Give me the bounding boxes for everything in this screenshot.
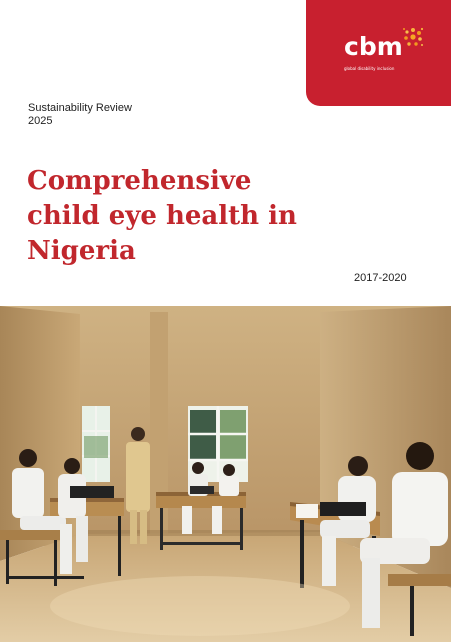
- review-label: [28, 102, 132, 128]
- logo-wordmark: cbm: [344, 32, 403, 61]
- title-line-2: child eye health in: [27, 201, 297, 231]
- cover-photo: [0, 306, 451, 642]
- logo-dots-icon: [402, 26, 424, 48]
- title-line-1: Comprehensive: [27, 166, 252, 196]
- review-line-1: Sustainability Review: [28, 102, 132, 114]
- classroom-photo-illustration: [0, 306, 451, 642]
- logo-tagline: global disability inclusion: [344, 66, 395, 71]
- cbm-logo: [306, 0, 451, 106]
- title-line-3: Nigeria: [27, 236, 136, 266]
- period-label: 2017-2020: [354, 272, 407, 284]
- review-line-2: 2025: [28, 115, 53, 127]
- page-title: [27, 164, 357, 269]
